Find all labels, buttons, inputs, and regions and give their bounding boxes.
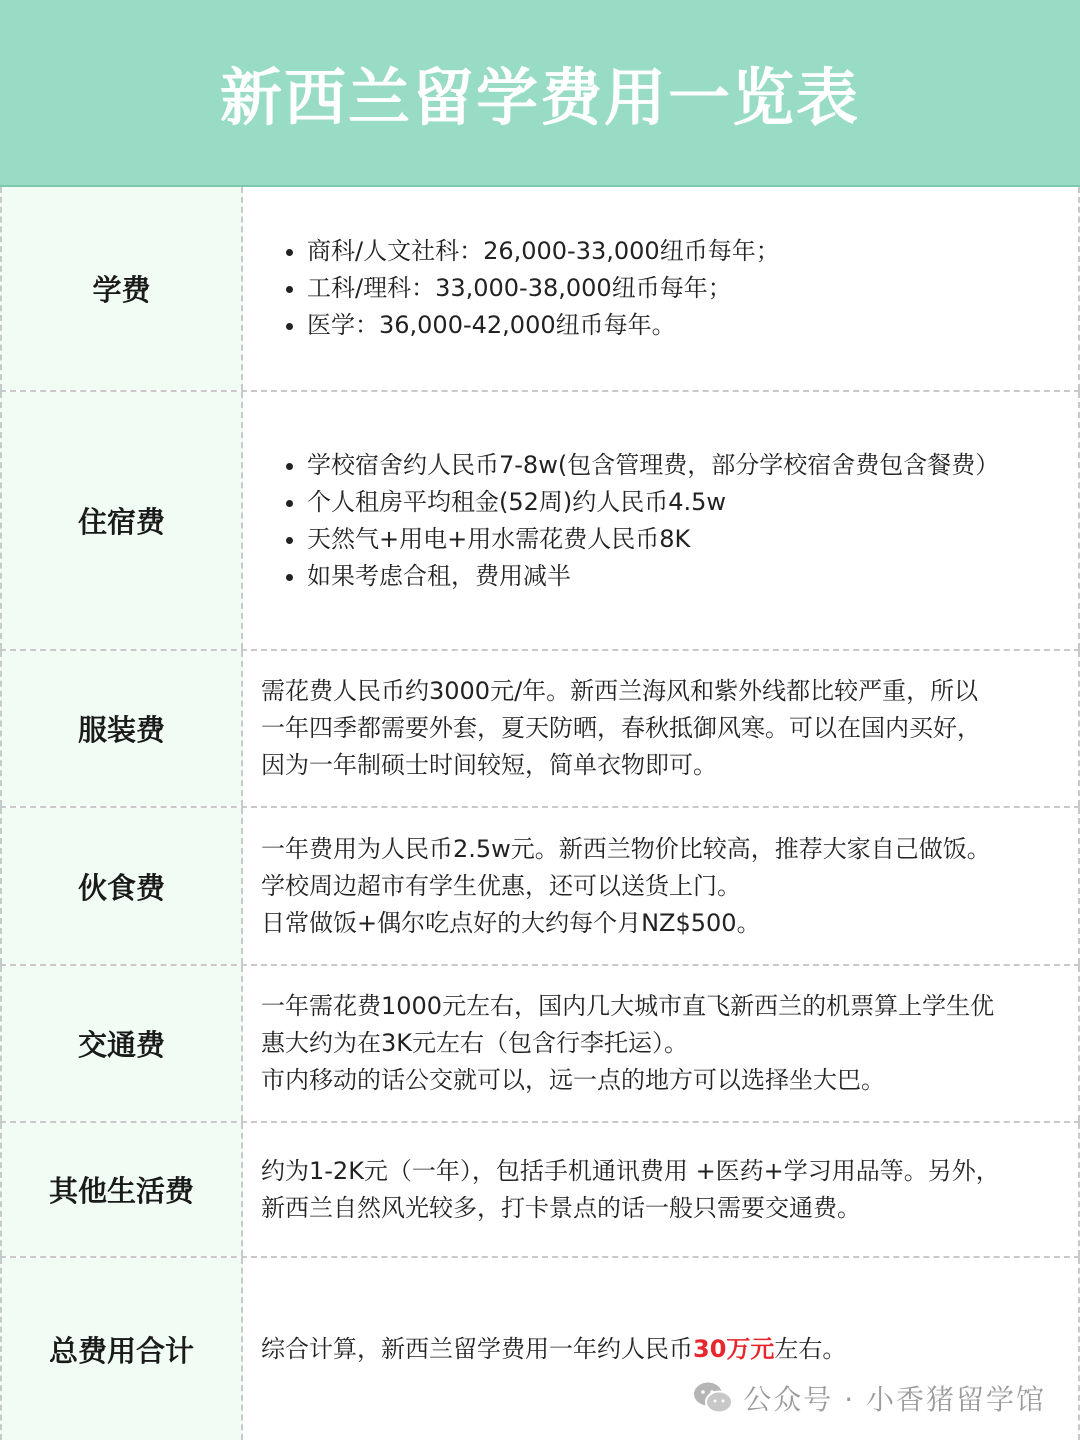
total-suffix: 左右。 [774,1334,847,1363]
table-row-clothing [0,651,1080,808]
row-content [243,808,1080,964]
list-item: • 如果考虑合租，费用减半 [307,558,999,595]
paragraph [261,673,981,784]
row-content [243,1123,1080,1256]
text-line: 惠大约为在3K元左右（包含行李托运）。 [261,1029,689,1057]
paragraph [261,988,994,1099]
bullet-list [261,233,780,344]
table-row-transport [0,966,1080,1123]
text-line: 需花费人民币约3000元/年。新西兰海风和紫外线都比较严重，所以 [261,677,979,705]
list-item: • 天然气+用电+用水需花费人民币8K [307,521,999,558]
table-row-tuition [0,187,1080,392]
list-item: • 学校宿舍约人民币7-8w(包含管理费，部分学校宿舍费包含餐费） [307,447,999,484]
table-row-accommodation [0,392,1080,651]
table-row-other-living [0,1123,1080,1258]
text-line: 因为一年制硕士时间较短，简单衣物即可。 [261,751,717,779]
total-prefix: 综合计算，新西兰留学费用一年约人民币 [261,1334,693,1363]
row-label: 总费用合计 [0,1258,243,1440]
row-label: 服装费 [0,651,243,806]
text-line: 日常做饭+偶尔吃点好的大约每个月NZ$500。 [261,908,761,937]
watermark [693,1378,1046,1418]
total-amount: 30万元 [693,1334,775,1363]
header-banner [0,0,1080,187]
cost-table [0,187,1080,1440]
list-item: • 工科/理科：33,000-38,000纽币每年； [307,270,780,307]
text-line: 一年四季都需要外套，夏天防晒，春秋抵御风寒。可以在国内买好， [261,714,981,742]
list-item: • 医学：36,000-42,000纽币每年。 [307,307,780,344]
total-summary [261,1331,846,1368]
row-label: 其他生活费 [0,1123,243,1256]
row-label: 学费 [0,187,243,390]
row-content [243,651,1080,806]
text-line: 一年需花费1000元左右，国内几大城市直飞新西兰的机票算上学生优 [261,992,995,1020]
wechat-icon [693,1381,733,1415]
list-item: • 商科/人文社科：26,000-33,000纽币每年； [307,233,780,270]
paragraph [261,831,991,942]
watermark-text: 公众号 · 小香猪留学馆 [743,1383,1046,1416]
row-content [243,187,1080,390]
text-line: 新西兰自然风光较多，打卡景点的话一般只需要交通费。 [261,1193,861,1222]
list-item: • 个人租房平均租金(52周)约人民币4.5w [307,484,999,521]
bullet-list [261,447,999,595]
paragraph [261,1153,1000,1227]
text-line: 一年费用为人民币2.5w元。新西兰物价比较高，推荐大家自己做饭。 [261,834,991,863]
row-label: 伙食费 [0,808,243,964]
row-label: 交通费 [0,966,243,1121]
row-content [243,966,1080,1121]
row-content [243,392,1080,649]
row-label: 住宿费 [0,392,243,649]
text-line: 约为1-2K元（一年），包括手机通讯费用 +医药+学习用品等。另外， [261,1156,1000,1185]
table-row-food [0,808,1080,966]
text-line: 学校周边超市有学生优惠，还可以送货上门。 [261,871,741,900]
page-title: 新西兰留学费用一览表 [219,61,860,134]
text-line: 市内移动的话公交就可以，远一点的地方可以选择坐大巴。 [261,1066,885,1094]
